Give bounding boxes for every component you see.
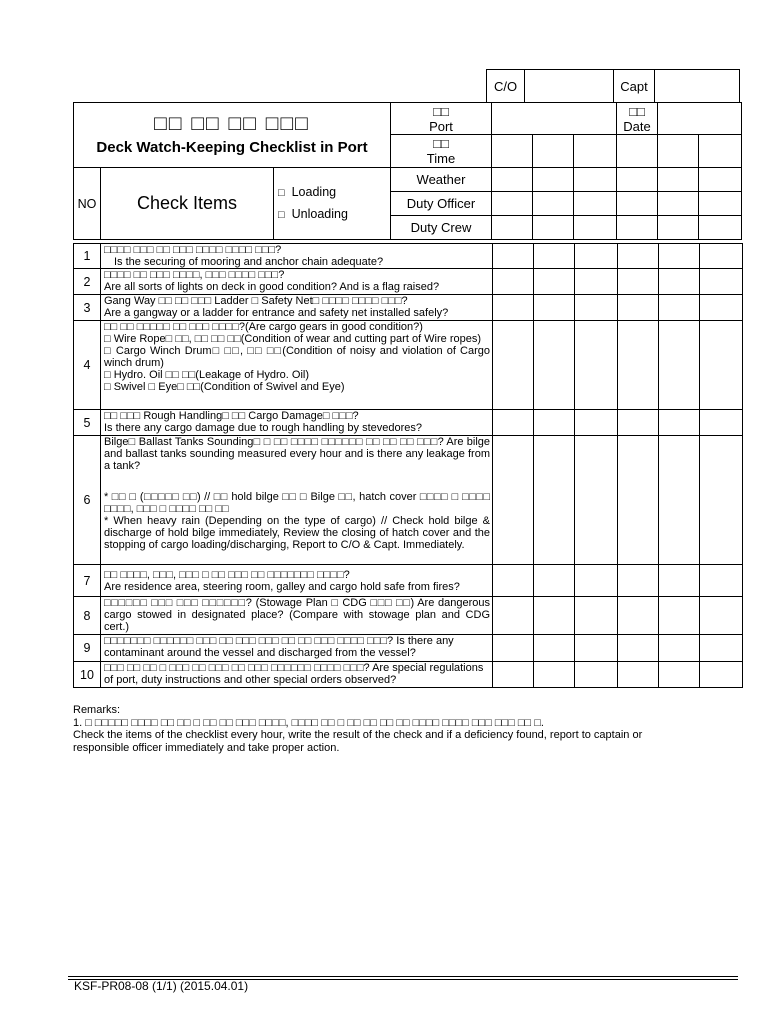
- check-cell[interactable]: [659, 410, 700, 436]
- duty-officer-cell[interactable]: [658, 192, 699, 216]
- check-cell[interactable]: [659, 565, 700, 597]
- item-text: □□ □□□ Rough Handling□ □□ Cargo Damage□ □□□? Is there any cargo damage due to rough handling by stevedores?: [101, 410, 493, 436]
- check-cell[interactable]: [575, 269, 618, 295]
- no-header: NO: [74, 168, 101, 240]
- check-cell[interactable]: [575, 295, 618, 321]
- weather-cell[interactable]: [574, 168, 617, 192]
- item-number: 5: [74, 410, 101, 436]
- port-label: □□ Port: [391, 103, 492, 135]
- check-cell[interactable]: [659, 269, 700, 295]
- item-number: 2: [74, 269, 101, 295]
- check-cell[interactable]: [493, 597, 534, 635]
- duty-officer-cell[interactable]: [533, 192, 574, 216]
- weather-cell[interactable]: [533, 168, 574, 192]
- check-cell[interactable]: [575, 244, 618, 269]
- item-number: 3: [74, 295, 101, 321]
- co-signature-field[interactable]: [525, 70, 614, 103]
- check-cell[interactable]: [493, 410, 534, 436]
- check-cell[interactable]: [659, 295, 700, 321]
- duty-officer-label: Duty Officer: [391, 192, 492, 216]
- capt-label: Capt: [614, 70, 655, 103]
- table-row: [74, 436, 743, 565]
- duty-crew-cell[interactable]: [658, 216, 699, 240]
- check-cell[interactable]: [534, 597, 575, 635]
- table-row: [74, 410, 743, 436]
- date-field[interactable]: [658, 103, 742, 135]
- remarks-english: Check the items of the checklist every hour, write the result of the check and if a deficiency found, report to captain or responsible officer immediately and take proper action.: [73, 729, 643, 754]
- check-cell[interactable]: [700, 269, 743, 295]
- check-cell[interactable]: [493, 244, 534, 269]
- table-row: [74, 295, 743, 321]
- check-cell[interactable]: [575, 410, 618, 436]
- title-cell: [74, 103, 391, 168]
- check-cell[interactable]: [618, 295, 659, 321]
- item-text: □□□□□□ □□□ □□□ □□□□□□? (Stowage Plan □ CDG □□□ □□) Are dangerous cargo stowed in designated place? (Compare with stowage plan and CDG cert.): [101, 597, 493, 635]
- time-cell[interactable]: [699, 135, 742, 168]
- time-cell[interactable]: [617, 135, 658, 168]
- table-row: [74, 635, 743, 662]
- check-cell[interactable]: [700, 321, 743, 410]
- check-cell[interactable]: [618, 410, 659, 436]
- check-cell[interactable]: [534, 269, 575, 295]
- signature-table: [486, 69, 740, 103]
- item-number: 4: [74, 321, 101, 410]
- check-cell[interactable]: [493, 635, 534, 662]
- check-cell[interactable]: [618, 597, 659, 635]
- item-text: □□ □□ □□□□□ □□ □□□ □□□□?(Are cargo gears in good condition?) □ Wire Rope□ □□, □□ □□ □□(Condition of wear and cutting part of Wire ropes) □ Cargo Winch Drum□ □□, □□ □□(Condition of noisy and violation of Cargo winch drum) □ Hydro. Oil □□ □□(Leakage of Hydro. Oil) □ Swivel □ Eye□ □□(Condition of Swivel and Eye): [101, 321, 493, 410]
- check-cell[interactable]: [575, 565, 618, 597]
- table-row: [74, 565, 743, 597]
- check-cell[interactable]: [618, 436, 659, 565]
- duty-crew-cell[interactable]: [574, 216, 617, 240]
- check-cell[interactable]: [534, 436, 575, 565]
- duty-officer-cell[interactable]: [492, 192, 533, 216]
- duty-crew-cell[interactable]: [699, 216, 742, 240]
- check-cell[interactable]: [534, 662, 575, 688]
- check-cell[interactable]: [575, 635, 618, 662]
- check-cell[interactable]: [700, 662, 743, 688]
- item-text: □□□ □□ □□ □ □□□ □□ □□□ □□ □□□ □□□□□□ □□□□ □□□? Are special regulations of port, duty instructions and other special orders observed?: [101, 662, 493, 688]
- table-row: [74, 244, 743, 269]
- weather-cell[interactable]: [617, 168, 658, 192]
- check-cell[interactable]: [575, 662, 618, 688]
- port-field[interactable]: [492, 103, 617, 135]
- item-number: 6: [74, 436, 101, 565]
- check-cell[interactable]: [493, 662, 534, 688]
- duty-crew-cell[interactable]: [492, 216, 533, 240]
- remarks-heading: Remarks:: [73, 704, 121, 716]
- check-cell[interactable]: [493, 565, 534, 597]
- loading-option[interactable]: □ Loading: [278, 184, 337, 199]
- time-cell[interactable]: [658, 135, 699, 168]
- document-code: KSF-PR08-08 (1/1) (2015.04.01): [74, 979, 249, 993]
- item-number: 8: [74, 597, 101, 635]
- item-text: Bilge□ Ballast Tanks Sounding□ □ □□ □□□□ □□□□□□ □□ □□ □□ □□□? Are bilge and ballast tanks sounding measured every hour and is there any leakage from a tank? * □□ □ (□□□□□ □□) // □□ hold bilge □□ □ Bilge □□, hatch cover □□□□ □ □□□□ □□□□, □□□ □ □□□□ □□ □□ * When heavy rain (Depending on the type of cargo) // Check hold bilge & discharge of hold bilge immediately, Review the closing of hatch cover and the stopping of cargo loading/discharging, Report to C/O & Capt. Immediately.: [101, 436, 493, 565]
- capt-signature-field[interactable]: [655, 70, 740, 103]
- check-items-table: [73, 243, 743, 688]
- time-label: □□ Time: [391, 135, 492, 168]
- title-korean: □□ □□ □□ □□□: [154, 112, 310, 135]
- time-cell[interactable]: [533, 135, 574, 168]
- check-cell[interactable]: [493, 436, 534, 565]
- item-text: □□ □□□□, □□□, □□□ □ □□ □□□ □□ □□□□□□□ □□□□? Are residence area, steering room, galley and cargo hold safe from fires?: [101, 565, 493, 597]
- check-cell[interactable]: [534, 565, 575, 597]
- duty-officer-cell[interactable]: [699, 192, 742, 216]
- checkbox-icon: □: [278, 208, 285, 221]
- check-cell[interactable]: [534, 635, 575, 662]
- check-cell[interactable]: [618, 244, 659, 269]
- duty-crew-cell[interactable]: [533, 216, 574, 240]
- remarks-korean: 1. □ □□□□□ □□□□ □□ □□ □ □□ □□ □□□ □□□□, □□□□ □□ □ □□ □□ □□ □□ □□□□ □□□□ □□□ □□□ □□ □.: [73, 716, 544, 729]
- check-cell[interactable]: [659, 244, 700, 269]
- check-cell[interactable]: [659, 436, 700, 565]
- check-items-header: Check Items: [101, 168, 274, 240]
- check-cell[interactable]: [575, 597, 618, 635]
- check-cell[interactable]: [700, 565, 743, 597]
- check-cell[interactable]: [618, 321, 659, 410]
- item-number: 7: [74, 565, 101, 597]
- duty-officer-cell[interactable]: [574, 192, 617, 216]
- check-cell[interactable]: [534, 295, 575, 321]
- check-cell[interactable]: [700, 244, 743, 269]
- check-cell[interactable]: [493, 269, 534, 295]
- checkbox-icon: □: [278, 186, 285, 199]
- check-cell[interactable]: [575, 436, 618, 565]
- check-cell[interactable]: [534, 410, 575, 436]
- check-cell[interactable]: [575, 321, 618, 410]
- check-cell[interactable]: [700, 410, 743, 436]
- check-cell[interactable]: [534, 244, 575, 269]
- table-row: [74, 597, 743, 635]
- time-cell[interactable]: [492, 135, 533, 168]
- co-label: C/O: [487, 70, 525, 103]
- check-cell[interactable]: [493, 321, 534, 410]
- item-text: □□□□□□□ □□□□□□ □□□ □□ □□□ □□□ □□ □□ □□□ □□□□ □□□? Is there any contaminant around the vessel and discharged from the vessel?: [101, 635, 493, 662]
- duty-officer-cell[interactable]: [617, 192, 658, 216]
- table-row: [74, 269, 743, 295]
- item-text: □□□□ □□ □□□ □□□□, □□□ □□□□ □□□? Are all sorts of lights on deck in good condition? And is a flag raised?: [101, 269, 493, 295]
- weather-cell[interactable]: [492, 168, 533, 192]
- check-cell[interactable]: [493, 295, 534, 321]
- duty-crew-cell[interactable]: [617, 216, 658, 240]
- weather-label: Weather: [391, 168, 492, 192]
- weather-cell[interactable]: [699, 168, 742, 192]
- check-cell[interactable]: [618, 635, 659, 662]
- check-cell[interactable]: [700, 295, 743, 321]
- check-cell[interactable]: [534, 321, 575, 410]
- item-text: Gang Way □□ □□ □□□ Ladder □ Safety Net□ □□□□ □□□□ □□□? Are a gangway or a ladder for entrance and safety net installed safely?: [101, 295, 493, 321]
- time-cell[interactable]: [574, 135, 617, 168]
- unloading-option[interactable]: □ Unloading: [278, 206, 348, 221]
- date-label: □□ Date: [617, 103, 658, 135]
- check-cell[interactable]: [700, 635, 743, 662]
- table-row: [74, 662, 743, 688]
- remarks-section: [73, 704, 693, 754]
- check-cell[interactable]: [659, 321, 700, 410]
- item-number: 10: [74, 662, 101, 688]
- check-cell[interactable]: [659, 597, 700, 635]
- check-cell[interactable]: [659, 635, 700, 662]
- header-table: [73, 102, 742, 240]
- title-english: Deck Watch-Keeping Checklist in Port: [96, 139, 368, 156]
- check-cell[interactable]: [700, 597, 743, 635]
- check-cell[interactable]: [700, 436, 743, 565]
- weather-cell[interactable]: [658, 168, 699, 192]
- item-number: 9: [74, 635, 101, 662]
- table-row: [74, 321, 743, 410]
- check-cell[interactable]: [618, 269, 659, 295]
- item-text: □□□□ □□□ □□ □□□ □□□□ □□□□ □□□? Is the securing of mooring and anchor chain adequate?: [101, 244, 493, 269]
- duty-crew-label: Duty Crew: [391, 216, 492, 240]
- operation-options: [274, 168, 391, 240]
- check-cell[interactable]: [618, 662, 659, 688]
- check-cell[interactable]: [659, 662, 700, 688]
- item-number: 1: [74, 244, 101, 269]
- check-cell[interactable]: [618, 565, 659, 597]
